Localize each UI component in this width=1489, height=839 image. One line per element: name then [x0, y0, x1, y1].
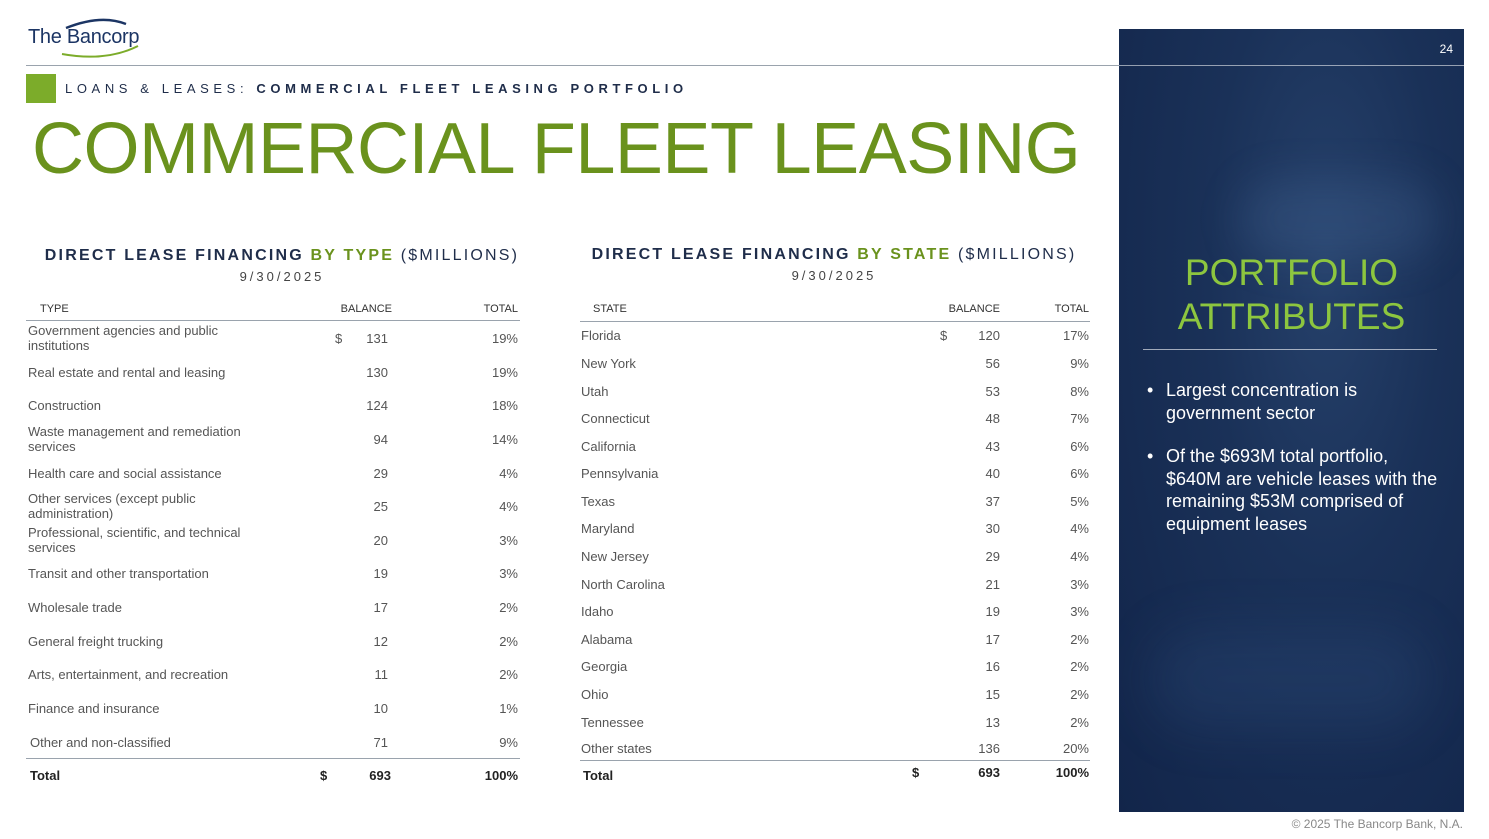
state-row-label: Idaho — [581, 604, 614, 619]
type-total-dollar: $ — [320, 768, 328, 783]
state-row-balance: 29 — [985, 549, 1000, 564]
type-table-heading: DIRECT LEASE FINANCING BY TYPE ($MILLIONS) — [44, 247, 520, 264]
state-row-label: Pennsylvania — [581, 466, 659, 481]
state-row-balance: 48 — [985, 411, 1000, 426]
type-row-label: Finance and insurance — [28, 701, 160, 716]
type-row-total: 9% — [499, 735, 518, 750]
type-row-label: Health care and social assistance — [28, 466, 222, 481]
state-row-balance: 136 — [978, 741, 1000, 756]
state-row-total: 4% — [1070, 549, 1089, 564]
type-row-balance: 29 — [373, 466, 388, 481]
state-row-dollar: $ — [940, 328, 948, 343]
state-table-date: 9/30/2025 — [791, 268, 877, 283]
state-row-label: Connecticut — [581, 411, 650, 426]
state-total-label: Total — [583, 768, 614, 783]
attribute-bullet: • Of the $693M total portfolio, $640M are vehicle leases with the remaining $53M comprised of equipment leases — [1147, 445, 1447, 535]
portfolio-attributes-panel — [1119, 29, 1464, 812]
state-row-label: New Jersey — [581, 549, 649, 564]
type-header-rule — [26, 320, 520, 321]
type-row-label: Arts, entertainment, and recreation — [28, 667, 229, 682]
state-row-total: 7% — [1070, 411, 1089, 426]
state-row-label: North Carolina — [581, 577, 665, 592]
state-total-pct: 100% — [1055, 765, 1089, 780]
state-balance-col-header: BALANCE — [948, 303, 1000, 315]
state-row-total: 5% — [1070, 494, 1089, 509]
state-row-balance: 30 — [985, 521, 1000, 536]
type-row-total: 2% — [499, 634, 518, 649]
type-row-balance: 17 — [373, 600, 388, 615]
type-total-label: Total — [30, 768, 61, 783]
type-row-dollar: $ — [335, 331, 343, 346]
type-row-total: 3% — [499, 533, 518, 548]
type-row-balance: 25 — [373, 499, 388, 514]
state-row-label: California — [581, 439, 636, 454]
copyright-notice: © 2025 The Bancorp Bank, N.A. — [1291, 817, 1463, 831]
type-row-total: 18% — [491, 398, 518, 413]
type-row-total: 4% — [499, 499, 518, 514]
state-row-balance: 43 — [985, 439, 1000, 454]
type-row-total: 2% — [499, 667, 518, 682]
type-row-balance: 20 — [373, 533, 388, 548]
state-row-total: 2% — [1070, 687, 1089, 702]
state-total-col-header: TOTAL — [1054, 303, 1089, 315]
state-row-total: 2% — [1070, 659, 1089, 674]
type-row-total: 14% — [491, 432, 518, 447]
type-row-label: Other and non-classified — [30, 735, 171, 750]
state-row-balance: 15 — [985, 687, 1000, 702]
state-row-total: 6% — [1070, 466, 1089, 481]
state-row-label: Georgia — [581, 659, 628, 674]
state-row-label: Tennessee — [581, 715, 644, 730]
state-row-balance: 21 — [985, 577, 1000, 592]
state-row-total: 2% — [1070, 715, 1089, 730]
type-row-total: 2% — [499, 600, 518, 615]
sidebar-top-rule — [1119, 65, 1464, 66]
total-col-header: TOTAL — [483, 303, 518, 315]
logo-text: The Bancorp — [28, 26, 140, 48]
type-row-label: Real estate and rental and leasing — [28, 365, 226, 380]
state-row-label: Ohio — [581, 687, 609, 702]
type-row-label: General freight trucking — [28, 634, 164, 649]
type-row-label: Professional, scientific, and technical services — [28, 525, 241, 555]
state-row-balance: 120 — [978, 328, 1000, 343]
type-row-balance: 10 — [373, 701, 388, 716]
sidebar-title: PORTFOLIO ATTRIBUTES — [1177, 252, 1406, 337]
state-row-total: 4% — [1070, 521, 1089, 536]
type-row-balance: 12 — [373, 634, 388, 649]
type-row-label: Government agencies and public institutions — [28, 323, 219, 353]
type-total-pct: 100% — [484, 768, 518, 783]
type-row-label: Construction — [28, 398, 101, 413]
state-header-rule — [580, 321, 1090, 322]
type-row-balance: 19 — [373, 566, 388, 581]
state-row-balance: 56 — [985, 356, 1000, 371]
state-row-total: 8% — [1070, 384, 1089, 399]
type-row-balance: 130 — [366, 365, 388, 380]
balance-col-header: BALANCE — [340, 303, 392, 315]
state-row-balance: 40 — [985, 466, 1000, 481]
type-row-total: 4% — [499, 466, 518, 481]
state-total-rule — [580, 760, 1090, 761]
section-marker — [26, 74, 56, 103]
state-row-label: New York — [581, 356, 636, 371]
bancorp-logo — [26, 18, 156, 60]
state-row-label: Other states — [581, 741, 652, 756]
attribute-list — [1147, 379, 1447, 556]
state-row-total: 17% — [1062, 328, 1089, 343]
state-row-label: Texas — [581, 494, 615, 509]
type-total-balance: 693 — [369, 768, 391, 783]
state-row-total: 20% — [1062, 741, 1089, 756]
state-row-balance: 16 — [985, 659, 1000, 674]
state-row-balance: 37 — [985, 494, 1000, 509]
attribute-bullet: • Largest concentration is government sector — [1147, 379, 1447, 424]
sidebar-divider — [1143, 349, 1437, 350]
state-total-balance: 693 — [978, 765, 1000, 780]
type-row-balance: 11 — [374, 667, 388, 682]
type-total-rule — [26, 758, 520, 759]
type-col-header: TYPE — [40, 303, 69, 315]
state-row-total: 6% — [1070, 439, 1089, 454]
state-table-heading: DIRECT LEASE FINANCING BY STATE ($MILLIONS) — [591, 246, 1077, 263]
state-row-total: 3% — [1070, 577, 1089, 592]
state-row-balance: 13 — [985, 715, 1000, 730]
type-row-balance: 71 — [373, 735, 388, 750]
state-row-balance: 53 — [985, 384, 1000, 399]
type-row-balance: 124 — [366, 398, 388, 413]
state-row-label: Florida — [581, 328, 621, 343]
type-table-date: 9/30/2025 — [239, 269, 325, 284]
type-row-label: Transit and other transportation — [28, 566, 209, 581]
page-title: COMMERCIAL FLEET LEASING — [32, 109, 1081, 189]
state-row-balance: 17 — [985, 632, 1000, 647]
page-number: 24 — [1439, 42, 1453, 56]
state-row-label: Maryland — [581, 521, 635, 536]
type-row-label: Waste management and remediation services — [28, 424, 241, 454]
type-row-total: 1% — [499, 701, 518, 716]
type-row-balance: 131 — [366, 331, 388, 346]
type-row-label: Other services (except public administration) — [28, 491, 196, 521]
section-breadcrumb: LOANS & LEASES: COMMERCIAL FLEET LEASING PORTFOLIO — [65, 81, 688, 96]
type-row-total: 19% — [491, 331, 518, 346]
state-total-dollar: $ — [912, 765, 920, 780]
type-row-total: 3% — [499, 566, 518, 581]
type-row-total: 19% — [491, 365, 518, 380]
state-row-total: 3% — [1070, 604, 1089, 619]
state-row-label: Utah — [581, 384, 609, 399]
state-row-total: 9% — [1070, 356, 1089, 371]
state-row-total: 2% — [1070, 632, 1089, 647]
type-row-balance: 94 — [373, 432, 388, 447]
state-row-label: Alabama — [581, 632, 633, 647]
state-col-header: STATE — [593, 303, 627, 315]
state-row-balance: 19 — [985, 604, 1000, 619]
type-row-label: Wholesale trade — [28, 600, 122, 615]
